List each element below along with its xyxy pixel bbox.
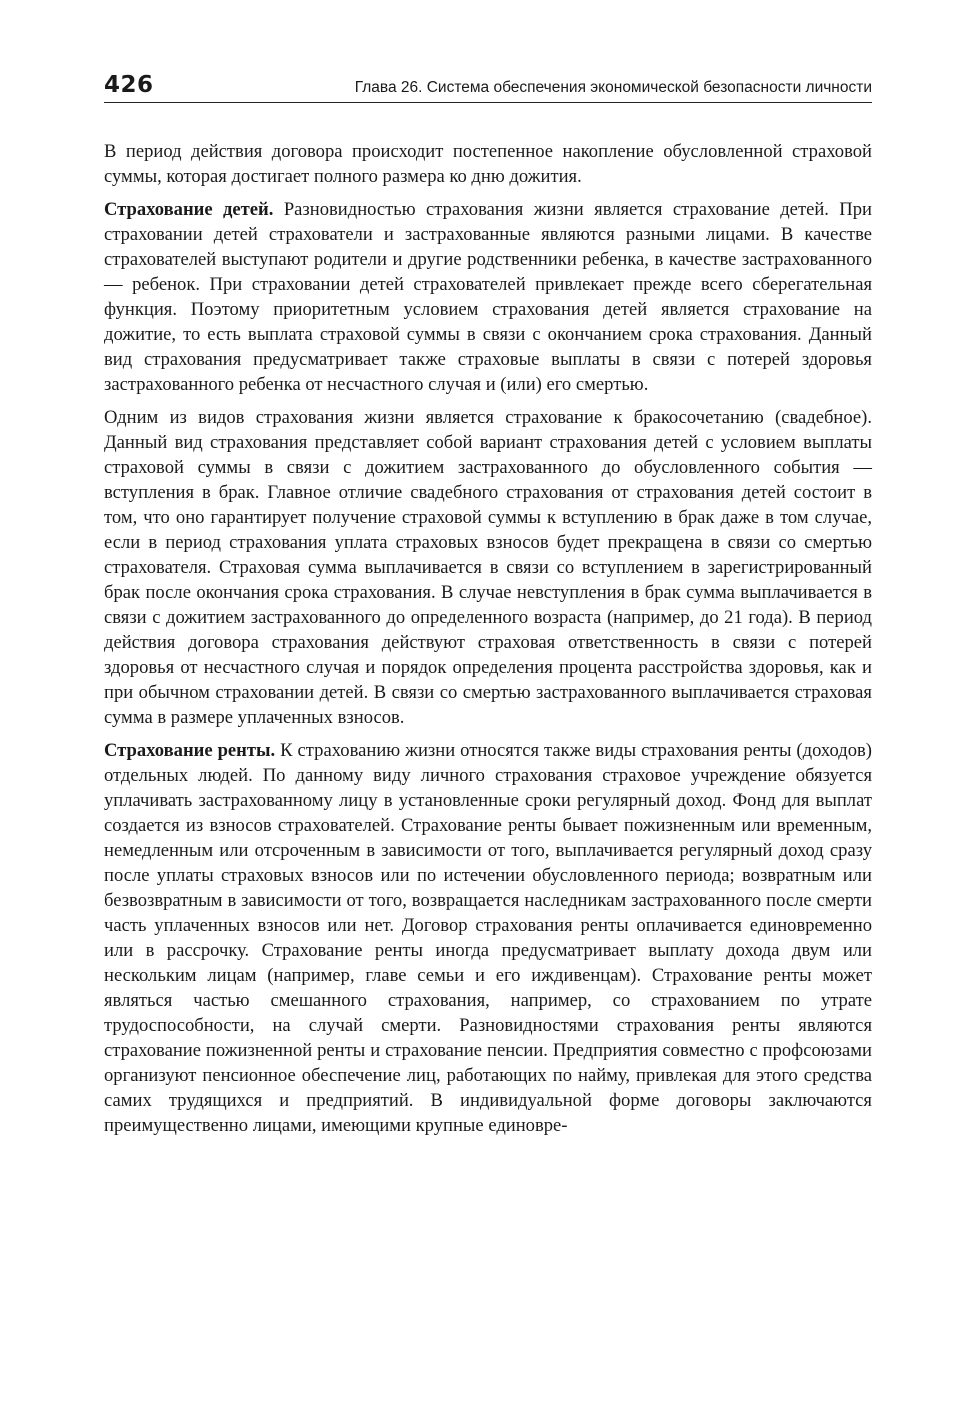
body-text xyxy=(104,139,872,1138)
paragraph-annuity-insurance xyxy=(104,738,872,1138)
paragraph-text: Разновидностью страхования жизни является страхование детей. При страховании детей страхователи и застрахованные являются разными лицами. В качестве страхователей выступают родители и другие родственники ребенка, в качестве застрахованного — ребенок. При страховании детей страхователей привлекает прежде всего сберегательная функция. Поэтому приоритетным условием страхования детей является страхование на дожитие, то есть выплата страховой суммы в связи с окончанием срока страхования. Данный вид страхования предусматривает также страховые выплаты в связи с потерей здоровья застрахованного ребенка от несчастного случая и (или) его смертью. xyxy=(104,199,872,395)
paragraph-text: К страхованию жизни относятся также виды страхования ренты (доходов) отдельных людей. По данному виду личного страхования страховое учреждение обязуется уплачивать застрахованному лицу в установленные сроки регулярный доход. Фонд для выплат создается из взносов страхователей. Страхование ренты бывает пожизненным или временным, немедленным или отсроченным в зависимости от того, выплачивается регулярный доход сразу после уплаты страховых взносов или по истечении обусловленного периода; возвратным или безвозвратным в зависимости от того, возвращается наследникам застрахованного после смерти часть уплаченных взносов или нет. Договор страхования ренты оплачивается единовременно или в рассрочку. Страхование ренты иногда предусматривает выплату дохода двум или нескольким лицам (например, главе семьи и его иждивенцам). Страхование ренты может являться частью смешанного страхования, например, со страхованием по утрате трудоспособности, на случай смерти. Разновидностями страхования ренты являются страхование пожизненной ренты и страхование пенсии. Предприятия совместно с профсоюзами организуют пенсионное обеспечение лиц, работающих по найму, привлекая для этого средства самих трудящихся и предприятий. В индивидуальной форме договоры заключаются преимущественно лицами, имеющими крупные единовре- xyxy=(104,740,872,1136)
paragraph-intro xyxy=(104,139,872,189)
lead-term-child-insurance: Страхование детей. xyxy=(104,199,274,220)
book-page xyxy=(104,72,872,1146)
lead-term-annuity-insurance: Страхование ренты. xyxy=(104,740,276,761)
paragraph-text: В период действия договора происходит постепенное накопление обусловленной страховой суммы, которая достигает полного размера ко дню дожития. xyxy=(104,141,872,187)
paragraph-child-insurance xyxy=(104,197,872,397)
chapter-title: Глава 26. Система обеспечения экономической безопасности личности xyxy=(354,79,872,96)
paragraph-wedding-insurance xyxy=(104,405,872,730)
page-number: 426 xyxy=(104,72,154,98)
paragraph-text: Одним из видов страхования жизни является страхование к бракосочетанию (свадебное). Данный вид страхования представляет собой вариант страхования детей с условием выплаты страховой суммы в связи с дожитием застрахованного до обусловленного события — вступления в брак. Главное отличие свадебного страхования от страхования детей состоит в том, что оно гарантирует получение страховой суммы к вступлению в брак даже в том случае, если в период страхования уплата страховых взносов будет прекращена в связи со смертью страхователя. Страховая сумма выплачивается в связи со вступлением в зарегистрированный брак после окончания срока страхования. В случае невступления в брак сумма выплачивается в связи с дожитием застрахованного до определенного возраста (например, до 21 года). В период действия договора страхования действуют страховая ответственность в связи с потерей здоровья от несчастного случая и порядок определения процента расстройства здоровья, как и при обычном страховании детей. В связи со смертью застрахованного выплачивается страховая сумма в размере уплаченных взносов. xyxy=(104,407,872,728)
running-header xyxy=(104,72,872,103)
